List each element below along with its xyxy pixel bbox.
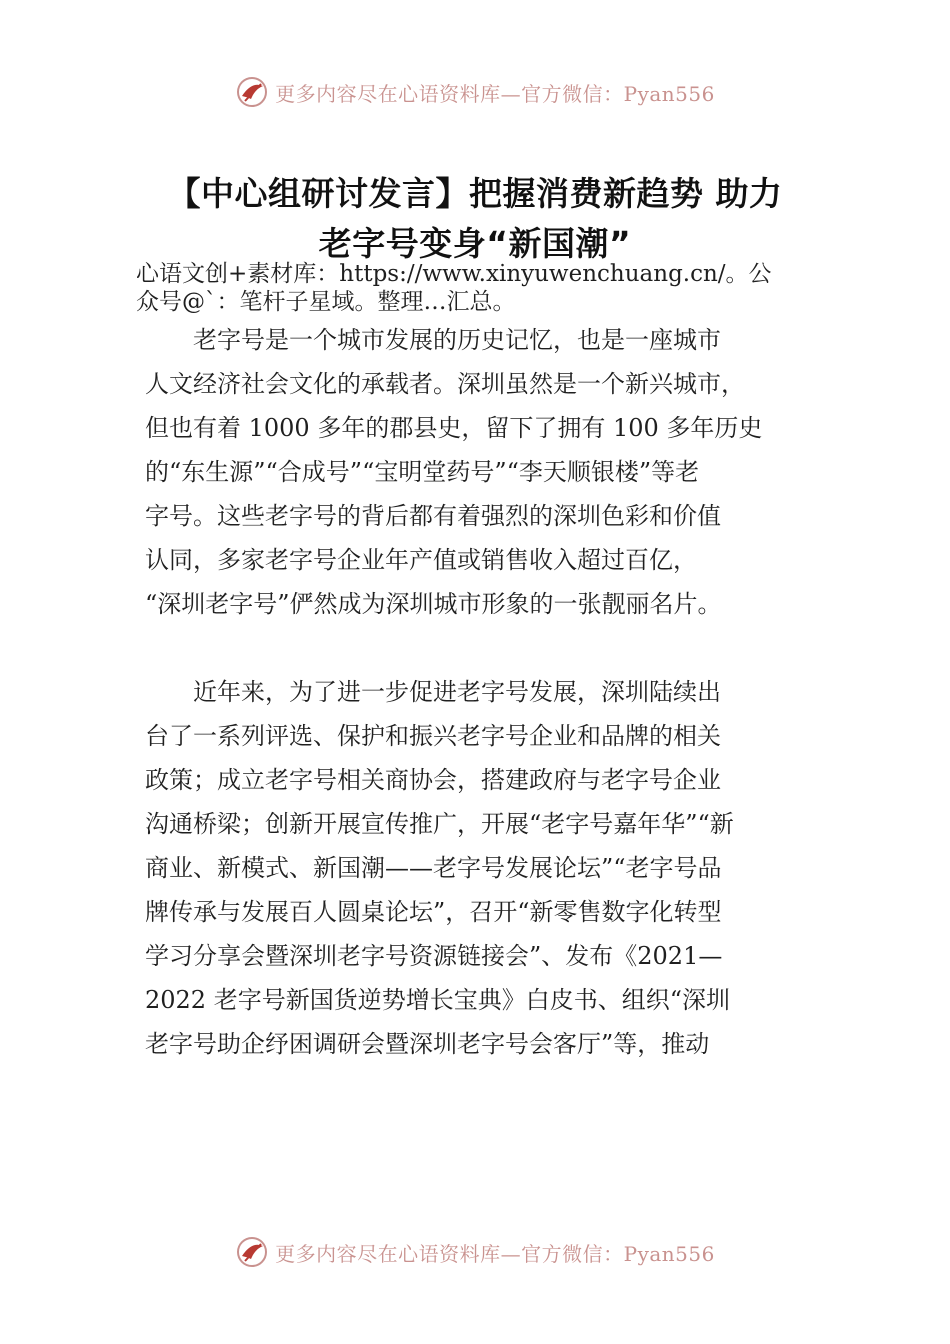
paragraph-line: 老字号是一个城市发展的历史记忆，也是一座城市 <box>145 326 721 354</box>
paragraph-line: 商业、新模式、新国潮——老字号发展论坛”“老字号品 <box>145 854 722 882</box>
paragraph-line: 字号。这些老字号的背后都有着强烈的深圳色彩和价值 <box>145 502 721 530</box>
paragraph-line: 老字号助企纾困调研会暨深圳老字号会客厅”等，推动 <box>145 1030 710 1058</box>
paragraph-line: 沟通桥梁；创新开展宣传推广，开展“老字号嘉年华”“新 <box>145 810 734 838</box>
paragraph-line: 学习分享会暨深圳老字号资源链接会”、发布《2021— <box>145 942 723 970</box>
paragraph-line: 但也有着 1000 多年的郡县史，留下了拥有 100 多年历史 <box>145 414 763 442</box>
paragraph-line: 近年来，为了进一步促进老字号发展，深圳陆续出 <box>145 678 721 706</box>
header-banner <box>0 72 950 112</box>
source-note <box>136 260 836 316</box>
paragraph-line: 的“东生源”“合成号”“宝明堂药号”“李天顺银楼”等老 <box>145 458 700 486</box>
paragraph-line: 2022 老字号新国货逆势增长宝典》白皮书、组织“深圳 <box>145 986 730 1014</box>
header-banner-text: 更多内容尽在心语资料库—官方微信：Pyan556 <box>275 81 715 106</box>
source-note-line: 心语文创+素材库：https://www.xinyuwenchuang.cn/。公 <box>136 261 772 287</box>
paragraph-line: 牌传承与发展百人圆桌论坛”，召开“新零售数字化转型 <box>145 898 722 926</box>
document-title-line-2: 老字号变身“新国潮” <box>318 224 632 263</box>
paragraph-line: 政策；成立老字号相关商协会，搭建政府与老字号企业 <box>145 766 721 794</box>
source-note-line: 众号@`：笔杆子星域。整理…汇总。 <box>136 289 516 315</box>
document-title-line-1: 【中心组研讨发言】把握消费新趋势 助力 <box>167 174 783 213</box>
footer-banner-text: 更多内容尽在心语资料库—官方微信：Pyan556 <box>275 1241 715 1266</box>
brand-logo-icon <box>235 1235 269 1269</box>
body-paragraph-1 <box>145 318 810 626</box>
brand-logo-icon <box>235 75 269 109</box>
body-paragraph-2 <box>145 670 810 1066</box>
paragraph-line: 人文经济社会文化的承载者。深圳虽然是一个新兴城市， <box>145 370 745 398</box>
footer-banner <box>0 1232 950 1272</box>
paragraph-line: “深圳老字号”俨然成为深圳城市形象的一张靓丽名片。 <box>145 590 722 618</box>
paragraph-line: 台了一系列评选、保护和振兴老字号企业和品牌的相关 <box>145 722 721 750</box>
paragraph-line: 认同，多家老字号企业年产值或销售收入超过百亿， <box>145 546 697 574</box>
